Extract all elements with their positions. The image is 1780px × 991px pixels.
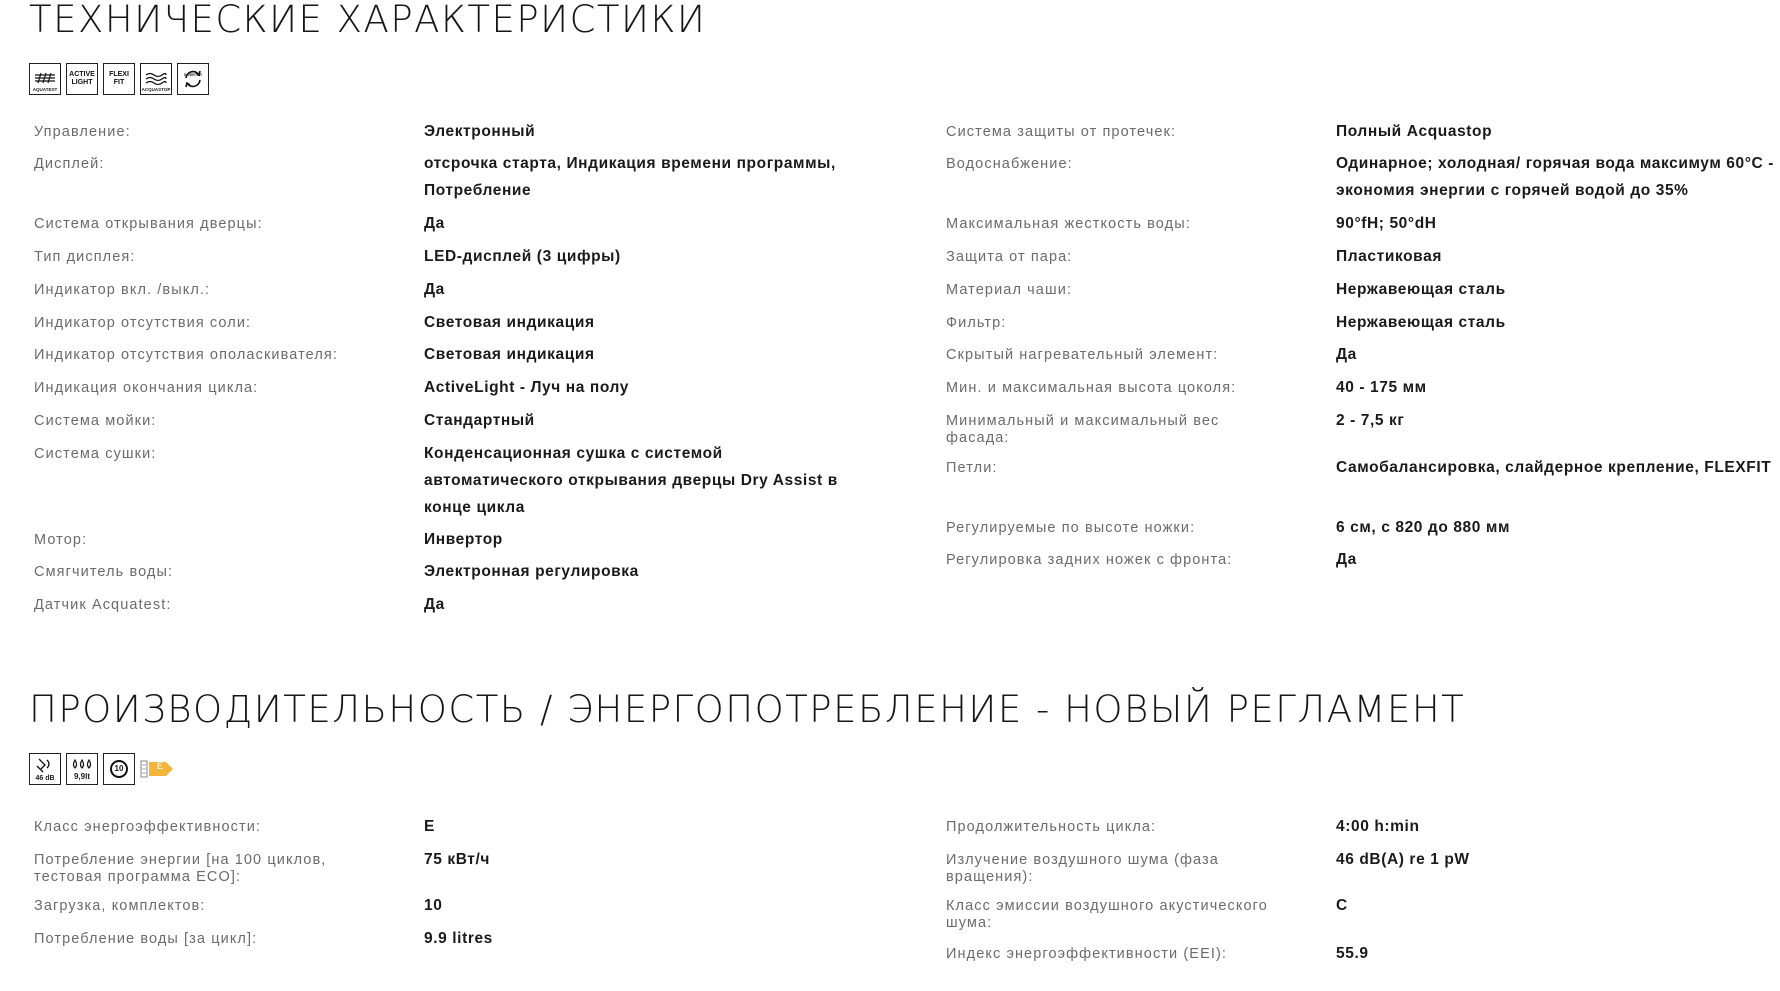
spec-label: Потребление воды [за цикл]: [34, 931, 258, 947]
acquastop-icon-label: ACQUASTOP [141, 86, 171, 92]
tech-specs-title: ТЕХНИЧЕСКИЕ ХАРАКТЕРИСТИКИ [29, 0, 707, 41]
spec-label: Продолжительность цикла: [946, 819, 1157, 835]
place-settings-icon [103, 753, 135, 785]
spec-row [34, 444, 859, 521]
spec-label: Класс энергоэффективности: [34, 819, 262, 835]
spec-row [34, 345, 859, 368]
spec-label: Система защиты от протечек: [946, 124, 1177, 140]
spec-value: 2 - 7,5 кг [1336, 412, 1405, 429]
spec-value: 55.9 [1336, 945, 1369, 962]
spec-row [946, 345, 1778, 368]
spec-value: 10 [424, 897, 443, 914]
spec-label: Водоснабжение: [946, 156, 1073, 172]
spec-value: Электронный [424, 123, 536, 140]
spec-row [946, 280, 1778, 303]
aquatest-icon-label: AQUATEST [32, 86, 58, 92]
spec-value: C [1336, 897, 1348, 914]
spec-row [34, 595, 859, 618]
water-consumption-icon-label: 9,9lt [73, 771, 90, 781]
spec-value: E [424, 818, 435, 835]
spec-label: Индикатор вкл. /выкл.: [34, 282, 211, 298]
spec-row [34, 411, 859, 434]
spec-row [946, 817, 1778, 840]
spec-value: Да [424, 215, 445, 232]
spec-label: Мотор: [34, 532, 88, 548]
spec-label: Минимальный и максимальный вес фасада: [946, 413, 1220, 446]
spec-value: 4:00 h:min [1336, 818, 1420, 835]
spec-row [946, 850, 1778, 886]
acquastop-icon [140, 63, 172, 95]
tech-feature-icons [29, 61, 1759, 96]
spec-row [34, 896, 859, 919]
spec-row [946, 378, 1778, 401]
spec-label: Петли: [946, 460, 998, 476]
spec-row [946, 550, 1778, 573]
place-settings-icon-label: 10 [114, 764, 124, 773]
active-light-icon [66, 63, 98, 95]
spec-label: Фильтр: [946, 315, 1007, 331]
spec-label: Система открывания дверцы: [34, 216, 263, 232]
spec-value: 40 - 175 мм [1336, 379, 1427, 396]
spec-value: ActiveLight - Луч на полу [424, 379, 629, 396]
spec-value: Световая индикация [424, 346, 595, 363]
spec-row [34, 929, 859, 952]
spec-label: Дисплей: [34, 156, 105, 172]
spec-value: Да [1336, 551, 1357, 568]
flexi-fit-icon-label: FLEXI FIT [109, 70, 129, 86]
spec-value: Световая индикация [424, 314, 595, 331]
spec-value: Нержавеющая сталь [1336, 281, 1506, 298]
spec-row [34, 378, 859, 401]
performance-section [29, 688, 1759, 962]
spec-row [946, 458, 1778, 481]
spec-value: 75 кВт/ч [424, 851, 490, 868]
spec-row [946, 411, 1778, 447]
spec-label: Управление: [34, 124, 131, 140]
spec-value: Конденсационная сушка с системой автоматического открывания дверцы Dry Assist в конце цикла [424, 445, 838, 516]
spec-label: Загрузка, комплектов: [34, 898, 206, 914]
spec-row [946, 247, 1778, 270]
spec-label: Индикация окончания цикла: [34, 380, 259, 396]
spec-label: Регулируемые по высоте ножки: [946, 520, 1196, 536]
spec-value: Нержавеющая сталь [1336, 314, 1506, 331]
spec-label: Тип дисплея: [34, 249, 136, 265]
spec-label: Система мойки: [34, 413, 157, 429]
spec-value: Пластиковая [1336, 248, 1442, 265]
spec-label: Класс эмиссии воздушного акустического шума: [946, 898, 1268, 931]
spec-row [946, 944, 1778, 967]
flexi-fit-icon [103, 63, 135, 95]
spec-label: Потребление энергии [на 100 циклов, тестовая программа ECO]: [34, 852, 327, 885]
spec-row [946, 154, 1778, 204]
spec-label: Мин. и максимальная высота цоколя: [946, 380, 1237, 396]
spec-value: Самобалансировка, слайдерное крепление, FLEXFIT [1336, 459, 1772, 476]
spec-value: Инвертор [424, 531, 503, 548]
spec-value: Полный Acquastop [1336, 123, 1493, 140]
spec-value: 90°fH; 50°dH [1336, 215, 1437, 232]
spec-row [34, 850, 859, 886]
active-light-icon-label: ACTIVE LIGHT [69, 70, 95, 86]
spec-row [946, 313, 1778, 336]
spec-row [34, 313, 859, 336]
spec-row [946, 214, 1778, 237]
spec-label: Регулировка задних ножек с фронта: [946, 552, 1233, 568]
spec-row [34, 122, 859, 145]
spec-value: Да [1336, 346, 1357, 363]
spec-label: Индикатор отсутствия соли: [34, 315, 252, 331]
spec-label: Индекс энергоэффективности (EEI): [946, 946, 1228, 962]
inverter-icon [177, 63, 209, 95]
spec-row [946, 896, 1778, 932]
spec-row [34, 280, 859, 303]
inverter-icon-label: INVERTER [184, 72, 202, 77]
spec-row [34, 214, 859, 237]
spec-value: отсрочка старта, Индикация времени программы, Потребление [424, 155, 836, 199]
spec-value: 6 см, с 820 до 880 мм [1336, 519, 1511, 536]
tech-specs-section [29, 0, 1774, 613]
spec-row [34, 530, 859, 553]
spec-label: Система сушки: [34, 446, 157, 462]
spec-label: Смягчитель воды: [34, 564, 174, 580]
water-consumption-icon [66, 753, 98, 785]
spec-label: Максимальная жесткость воды: [946, 216, 1191, 232]
spec-row [34, 154, 859, 204]
aquatest-icon [29, 63, 61, 95]
spec-value: Электронная регулировка [424, 563, 639, 580]
spec-row [946, 122, 1778, 145]
spec-row [34, 562, 859, 585]
spec-row [34, 817, 859, 840]
energy-class-icon [140, 753, 174, 785]
energy-class-icon-label: E [157, 760, 164, 771]
spec-label: Излучение воздушного шума (фаза вращения): [946, 852, 1219, 885]
spec-row [946, 518, 1778, 541]
spec-row [34, 247, 859, 270]
spec-label: Защита от пара: [946, 249, 1073, 265]
spec-value: Да [424, 596, 445, 613]
performance-title: ПРОИЗВОДИТЕЛЬНОСТЬ / ЭНЕРГОПОТРЕБЛЕНИЕ - НОВЫЙ РЕГЛАМЕНТ [29, 688, 1466, 731]
spec-value: 9.9 litres [424, 930, 493, 947]
spec-label: Материал чаши: [946, 282, 1073, 298]
spec-label: Скрытый нагревательный элемент: [946, 347, 1219, 363]
spec-value: LED-дисплей (3 цифры) [424, 248, 621, 265]
noise-level-icon [29, 753, 61, 785]
noise-level-icon-label: 46 dB [35, 774, 55, 782]
spec-label: Датчик Acquatest: [34, 597, 172, 613]
performance-feature-icons [29, 751, 1759, 786]
spec-value: Стандартный [424, 412, 535, 429]
spec-label: Индикатор отсутствия ополаскивателя: [34, 347, 338, 363]
spec-value: Да [424, 281, 445, 298]
spec-value: Одинарное; холодная/ горячая вода максимум 60°C - экономия энергии с горячей водой до 35% [1336, 155, 1774, 199]
spec-value: 46 dB(A) re 1 pW [1336, 851, 1470, 868]
